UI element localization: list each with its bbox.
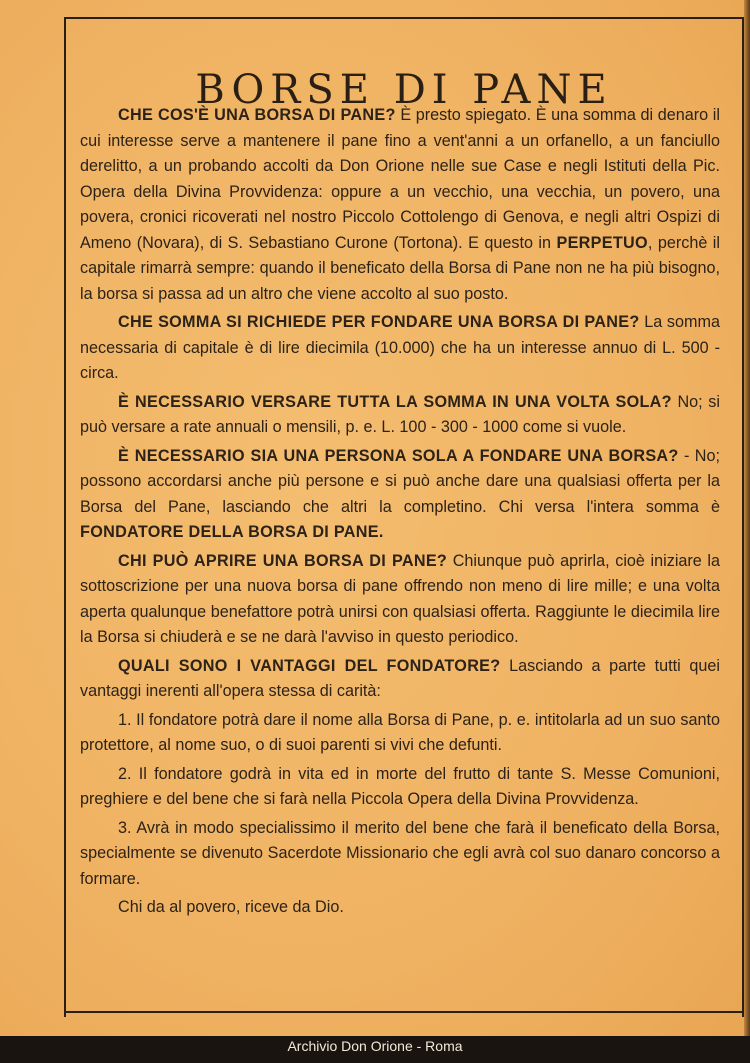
- page-edge-shadow: [744, 0, 750, 1063]
- page-title: BORSE DI PANE: [195, 66, 613, 113]
- paragraph-heading: QUALI SONO I VANTAGGI DEL FONDATORE?: [118, 656, 501, 675]
- paragraph-body-cont: , perchè il capitale rimarrà sempre: quando il beneficato della Borsa di Pane non ne ha più bisogno, la borsa si passa ad un altro che viene accolto al suo posto.: [80, 233, 720, 303]
- paragraph-body: La somma necessaria di capitale è di lire diecimila (10.000) che ha un interesse annuo di L. 500 - circa.: [80, 313, 720, 382]
- paragraph-body: È presto spiegato. È una somma di denaro il cui interesse serve a mantenere il pane fino a vent'anni a un orfanello, a un fanciullo derelitto, a un probando accolti da Don Orione nelle sue Case e negli Istituti della Pic. Opera della Divina Provvidenza: oppure a un vecchio, una vecchia, un povero, una povera, cronici ricoverati nel nostro Piccolo Cottolengo di Genova, e negli altri Ospizi di Ameno (Novara), di S. Sebastiano Curone (Tortona). E questo in: [80, 106, 721, 252]
- advantage-point-3: 3. Avrà in modo specialissimo il merito del bene che farà il beneficato della Borsa, specialmente se divenuto Sacerdote Missionario che egli avrà col suo danaro concorso a formare.: [80, 818, 720, 888]
- paragraph-heading: È NECESSARIO VERSARE TUTTA LA SOMMA IN UNA VOLTA SOLA?: [118, 392, 672, 411]
- bottom-rule: [64, 1011, 744, 1013]
- paragraph-emphasis: PERPETUO: [556, 233, 648, 252]
- paragraph-body: - No; possono accordarsi anche più persone e si può anche dare una qualsiasi offerta per la Borsa del Pane, lasciando che altri la completino. Chi versa l'intera somma è: [80, 446, 720, 516]
- paragraph-emphasis: FONDATORE DELLA BORSA DI PANE.: [80, 523, 384, 541]
- paragraph-heading: CHE SOMMA SI RICHIEDE PER FONDARE UNA BORSA DI PANE?: [118, 313, 640, 331]
- archive-label: Archivio Don Orione - Roma: [287, 1038, 463, 1054]
- paragraph-how-much: [80, 310, 720, 387]
- paragraph-one-person: [80, 444, 720, 546]
- paragraph-all-at-once: [80, 390, 720, 441]
- paragraph-heading: CHI PUÒ APRIRE UNA BORSA DI PANE?: [118, 551, 448, 570]
- paragraph-what-is: [80, 103, 720, 307]
- paragraph-advantages: [80, 654, 720, 705]
- paragraph-body: Chiunque può aprirla, cioè iniziare la sottoscrizione per una nuova borsa di pane offrendo non meno di lire mille; e una volta aperta qualunque benefattore potrà unirsi con qualsiasi offerta. Raggiunte le diecimila lire la Borsa si chiuderà e se ne darà l'avviso in questo periodico.: [80, 551, 720, 646]
- paragraph-heading: CHE COS'È UNA BORSA DI PANE?: [118, 106, 396, 124]
- body-text: [80, 103, 720, 924]
- paragraph-who-can-open: [80, 549, 720, 651]
- advantage-point-1: 1. Il fondatore potrà dare il nome alla Borsa di Pane, p. e. intitolarla ad un suo santo protettore, al nome suo, o di suoi parenti si vivi che defunti.: [80, 710, 720, 754]
- advantage-point-2: 2. Il fondatore godrà in vita ed in morte del frutto di tante S. Messe Comunioni, preghiere e del bene che si farà nella Piccola Opera della Divina Provvidenza.: [80, 764, 720, 808]
- closing-line: Chi da al povero, riceve da Dio.: [118, 898, 344, 916]
- paragraph-heading: È NECESSARIO SIA UNA PERSONA SOLA A FONDARE UNA BORSA?: [118, 446, 679, 465]
- paragraph-body: No; si può versare a rate annuali o mensili, p. e. L. 100 - 300 - 1000 come si vuole.: [80, 392, 720, 436]
- paragraph-body: Lasciando a parte tutti quei vantaggi inerenti all'opera stessa di carità:: [80, 656, 720, 700]
